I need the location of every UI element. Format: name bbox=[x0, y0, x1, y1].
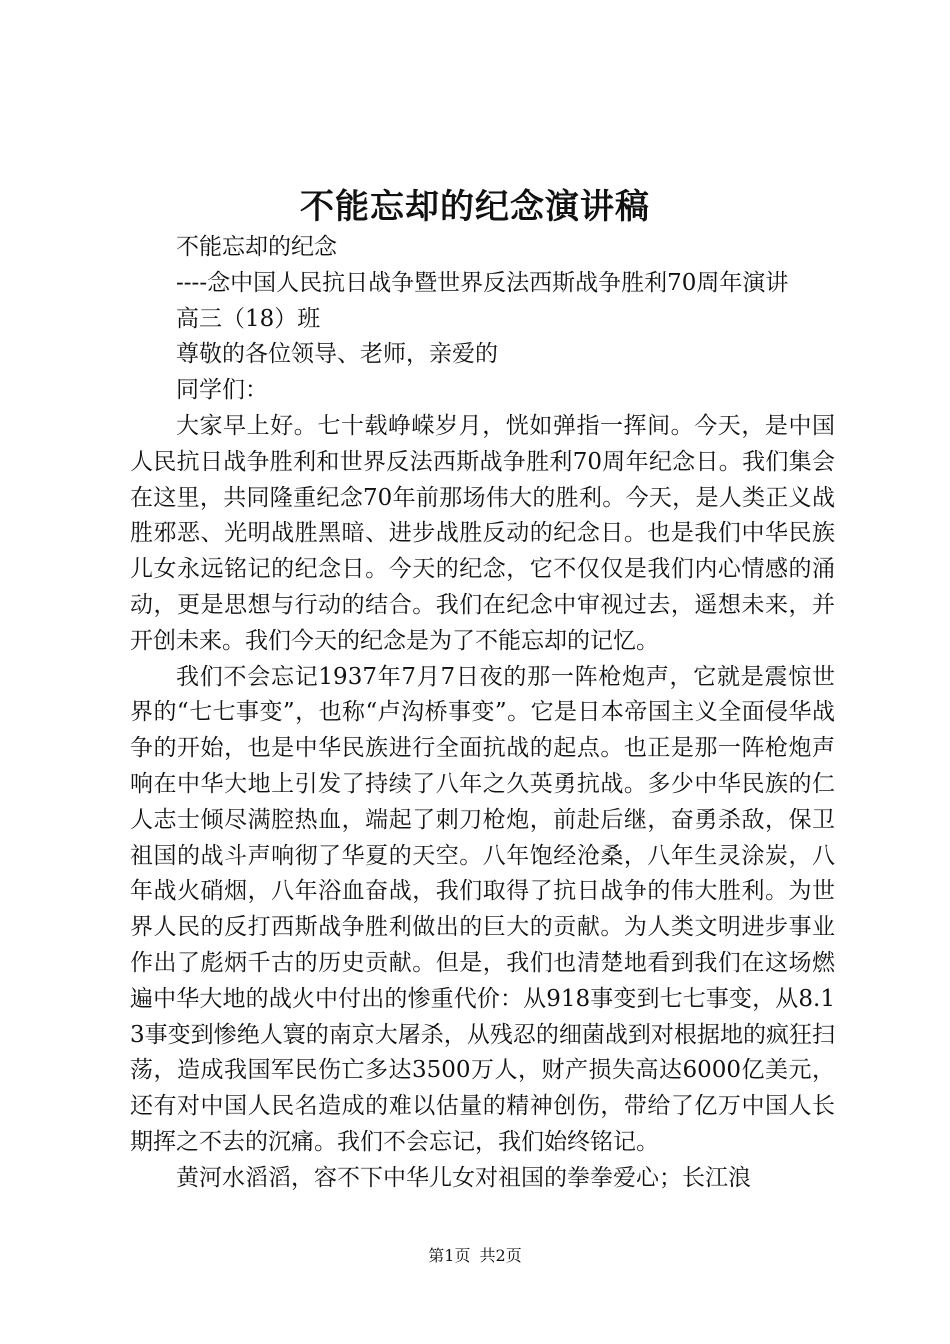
page-number: 第1页 bbox=[428, 1246, 471, 1265]
page-total: 共2页 bbox=[479, 1246, 522, 1265]
subtitle-line: ----念中国人民抗日战争暨世界反法西斯战争胜利70周年演讲 bbox=[176, 269, 789, 296]
body-paragraph: 我们不会忘记1937年7月7日夜的那一阵枪炮声，它就是震惊世界的“七七事变”，也称“卢沟桥事变”。它是日本帝国主义全面侵华战争的开始，也是中华民族进行全面抗战的起点。也正是那一阵枪炮声响在中华大地上引发了持续了八年之久英勇抗战。多少中华民族的仁人志士倾尽满腔热血，端起了刺刀枪炮，前赴后继，奋勇杀敌，保卫祖国的战斗声响彻了华夏的天空。八年饱经沧桑，八年生灵涂炭，八年战火硝烟，八年浴血奋战，我们取得了抗日战争的伟大胜利。为世界人民的反打西斯战争胜利做出的巨大的贡献。为人类文明进步事业作出了彪炳千古的历史贡献。但是，我们也清楚地看到我们在这场燃遍中华大地的战火中付出的惨重代价：从918事变到七七事变，从8.13事变到惨绝人寰的南京大屠杀，从残忍的细菌战到对根据地的疯狂扫荡，造成我国军民伤亡多达3500万人，财产损失高达6000亿美元，还有对中国人民名造成的难以估量的精神创伤，带给了亿万中国人长期挥之不去的沉痛。我们不会忘记，我们始终铭记。 bbox=[130, 663, 835, 1155]
page-title: 不能忘却的纪念演讲稿 bbox=[300, 187, 650, 227]
page-footer bbox=[0, 1244, 950, 1268]
body-paragraph: 黄河水滔滔，容不下中华儿女对祖国的拳拳爱心；长江浪 bbox=[176, 1164, 751, 1191]
class-name-line: 高三（18）班 bbox=[176, 305, 321, 332]
document-body bbox=[130, 230, 835, 1197]
body-paragraph: 大家早上好。七十载峥嵘岁月，恍如弹指一挥间。今天，是中国人民抗日战争胜利和世界反法西斯战争胜利70周年纪念日。我们集会在这里，共同隆重纪念70年前那场伟大的胜利。今天，是人类正义战胜邪恶、光明战胜黑暗、进步战胜反动的纪念日。也是我们中华民族儿女永远铭记的纪念日。今天的纪念，它不仅仅是我们内心情感的涌动，更是思想与行动的结合。我们在纪念中审视过去，遥想未来，并开创未来。我们今天的纪念是为了不能忘却的记忆。 bbox=[130, 412, 835, 654]
speech-title-line: 不能忘却的纪念 bbox=[176, 234, 337, 260]
salutation-line: 尊敬的各位领导、老师，亲爱的 bbox=[176, 341, 498, 368]
salutation-line-2: 同学们： bbox=[176, 377, 268, 404]
